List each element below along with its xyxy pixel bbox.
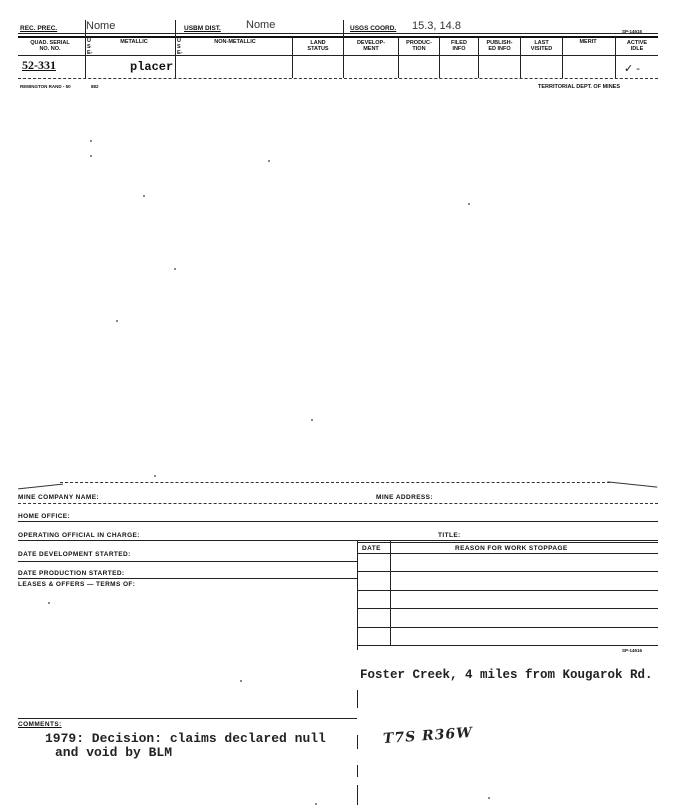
col-use-2: U S E- [177, 38, 183, 56]
row-rule [18, 78, 658, 79]
col-quad-serial: QUAD. SERIAL NO. NO. [30, 40, 70, 52]
handwritten-township-range: T7S R36W [382, 724, 474, 748]
table-rule [358, 590, 658, 591]
scan-speck [154, 475, 156, 477]
comments-label: COMMENTS: [18, 721, 62, 728]
table-rule [358, 627, 658, 628]
scan-speck [48, 602, 50, 604]
table-left-border [357, 540, 358, 650]
mine-address-label: MINE ADDRESS: [376, 494, 433, 501]
card-top-edge [60, 482, 610, 483]
usgs-coord-value: 15.3, 14.8 [412, 20, 461, 32]
rec-prec-label: REC. PREC. [20, 25, 58, 32]
form-number-2: SP-14616 [622, 648, 643, 653]
dept-name: TERRITORIAL DEPT. OF MINES [538, 84, 620, 90]
table-rule [358, 645, 658, 646]
scan-speck [90, 140, 92, 142]
col-published-info: PUBLISH- ED INFO [486, 40, 513, 52]
form-number: SP-14615 [622, 29, 643, 34]
col-divider [85, 20, 86, 78]
form-rule [18, 540, 658, 541]
usbm-dist-value: Nome [246, 19, 276, 31]
home-office-label: HOME OFFICE: [18, 513, 71, 520]
col-last-visited: LAST VISITED [530, 40, 553, 52]
form-rule [358, 542, 658, 543]
scan-speck [315, 803, 317, 805]
card-edge [357, 690, 358, 708]
table-rule [358, 608, 658, 609]
serial-number: 52-331 [22, 58, 56, 72]
scan-speck [468, 203, 470, 205]
form-rule [18, 503, 658, 504]
leases-label: LEASES & OFFERS — TERMS OF: [18, 581, 136, 588]
form-rule [18, 718, 357, 719]
commodity: placer [130, 60, 174, 74]
scan-speck [240, 680, 242, 682]
date-production-label: DATE PRODUCTION STARTED: [18, 570, 125, 577]
col-filed-info: FILED INFO [451, 40, 467, 52]
form-rule [18, 561, 357, 562]
rec-prec-value: Nome [86, 20, 116, 32]
operating-official-label: OPERATING OFFICIAL IN CHARGE: [18, 532, 140, 539]
status-mark: ✓ - [624, 63, 640, 75]
col-merit: MERIT [579, 39, 597, 45]
scan-speck [116, 320, 118, 322]
table-date-divider [390, 540, 391, 645]
col-active-idle: ACTIVE IDLE [626, 40, 648, 52]
col-non-metallic: NON-METALLIC [214, 39, 256, 45]
printer-credit: REMINGTON RAND - 50 [20, 84, 71, 89]
header-rule [18, 33, 658, 34]
col-divider [175, 20, 176, 78]
date-development-label: DATE DEVELOPMENT STARTED: [18, 551, 131, 558]
table-rule [358, 571, 658, 572]
date-column-header: DATE [362, 545, 381, 552]
col-land-status: LAND STATUS [307, 40, 329, 52]
card-edge [357, 735, 358, 749]
scan-speck [488, 797, 490, 799]
scan-speck [174, 268, 176, 270]
col-metallic: METALLIC [120, 39, 148, 45]
card-edge [357, 785, 358, 805]
reason-column-header: REASON FOR WORK STOPPAGE [455, 545, 568, 552]
form-rule [18, 578, 357, 579]
col-use-1: U S E- [87, 38, 93, 56]
col-production: PRODUC- TION [406, 40, 432, 52]
card-corner [18, 484, 63, 490]
column-header-rule [18, 55, 658, 56]
scan-speck [311, 419, 313, 421]
card-corner [607, 481, 658, 495]
printer-code: 882 [91, 84, 99, 89]
comment-line-1: 1979: Decision: claims declared null [45, 731, 326, 746]
comment-line-2: and void by BLM [55, 745, 173, 760]
form-rule [18, 521, 658, 522]
col-divider [292, 37, 293, 78]
card-edge [357, 765, 358, 777]
usbm-dist-label: USBM DIST. [184, 25, 221, 32]
usgs-coord-label: USGS COORD. [350, 25, 397, 32]
scan-speck [268, 160, 270, 162]
title-label: TITLE: [438, 532, 461, 539]
scan-speck [90, 155, 92, 157]
scan-speck [143, 195, 145, 197]
location-description: Foster Creek, 4 miles from Kougarok Rd. [360, 668, 653, 682]
table-rule [358, 553, 658, 554]
mine-company-name-label: MINE COMPANY NAME: [18, 494, 99, 501]
col-development: DEVELOP- MENT [356, 40, 386, 52]
